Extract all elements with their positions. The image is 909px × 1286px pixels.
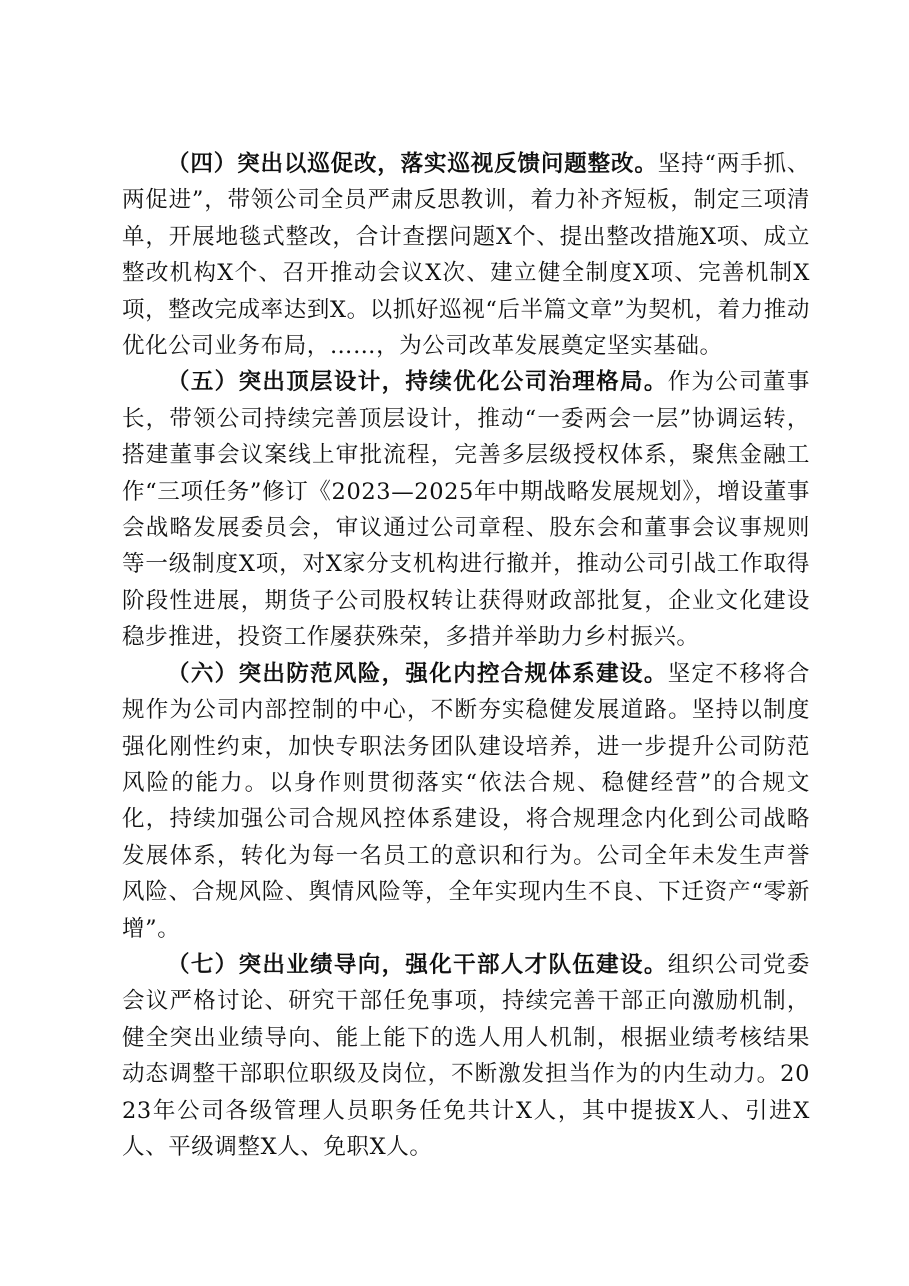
section-heading: （七）突出业绩导向，强化干部人才队伍建设。 <box>167 951 668 978</box>
section-heading: （六）突出防范风险，强化内控合规体系建设。 <box>167 660 668 687</box>
section-body: 坚定不移将合规作为公司内部控制的中心，不断夯实稳健发展道路。坚持以制度强化刚性约束，加快专职法务团队建设培养，进一步提升公司防范风险的能力。以身作则贯彻落实“依法合规、稳健经营”的合规文化，持续加强公司合规风控体系建设，将合规理念内化到公司战略发展体系，转化为每一名员工的意识和行为。公司全年未发生声誉风险、合规风险、舆情风险等，全年实现内生不良、下迁资产“零新增”。 <box>122 660 810 942</box>
paragraph-section-7 <box>122 947 810 1165</box>
paragraph-section-5 <box>122 364 810 655</box>
section-heading: （五）突出顶层设计，持续优化公司治理格局。 <box>167 369 668 396</box>
paragraph-section-4 <box>122 146 810 364</box>
document-page <box>122 146 810 1165</box>
section-body: 组织公司党委会议严格讨论、研究干部任免事项，持续完善干部正向激励机制，健全突出业绩导向、能上能下的选人用人机制，根据业绩考核结果动态调整干部职位职级及岗位，不断激发担当作为的内生动力。2023年公司各级管理人员职务任免共计X人，其中提拔X人、引进X人、平级调整X人、免职X人。 <box>122 951 810 1160</box>
section-heading: （四）突出以巡促改，落实巡视反馈问题整改。 <box>167 151 658 177</box>
paragraph-section-6 <box>122 656 810 947</box>
section-body: 坚持“两手抓、两促进”，带领公司全员严肃反思教训，着力补齐短板，制定三项清单，开展地毯式整改，合计查摆问题X个、提出整改措施X项、成立整改机构X个、召开推动会议X次、建立健全制度X项、完善机制X项，整改完成率达到X。以抓好巡视“后半篇文章”为契机，着力推动优化公司业务布局，……，为公司改革发展奠定坚实基础。 <box>122 151 811 360</box>
section-body: 作为公司董事长，带领公司持续完善顶层设计，推动“一委两会一层”协调运转，搭建董事会议案线上审批流程，完善多层级授权体系，聚焦金融工作“三项任务”修订《2023—2025年中期战略发展规划》，增设董事会战略发展委员会，审议通过公司章程、股东会和董事会议事规则等一级制度X项，对X家分支机构进行撤并，推动公司引战工作取得阶段性进展，期货子公司股权转让获得财政部批复，企业文化建设稳步推进，投资工作屡获殊荣，多措并举助力乡村振兴。 <box>122 369 810 651</box>
